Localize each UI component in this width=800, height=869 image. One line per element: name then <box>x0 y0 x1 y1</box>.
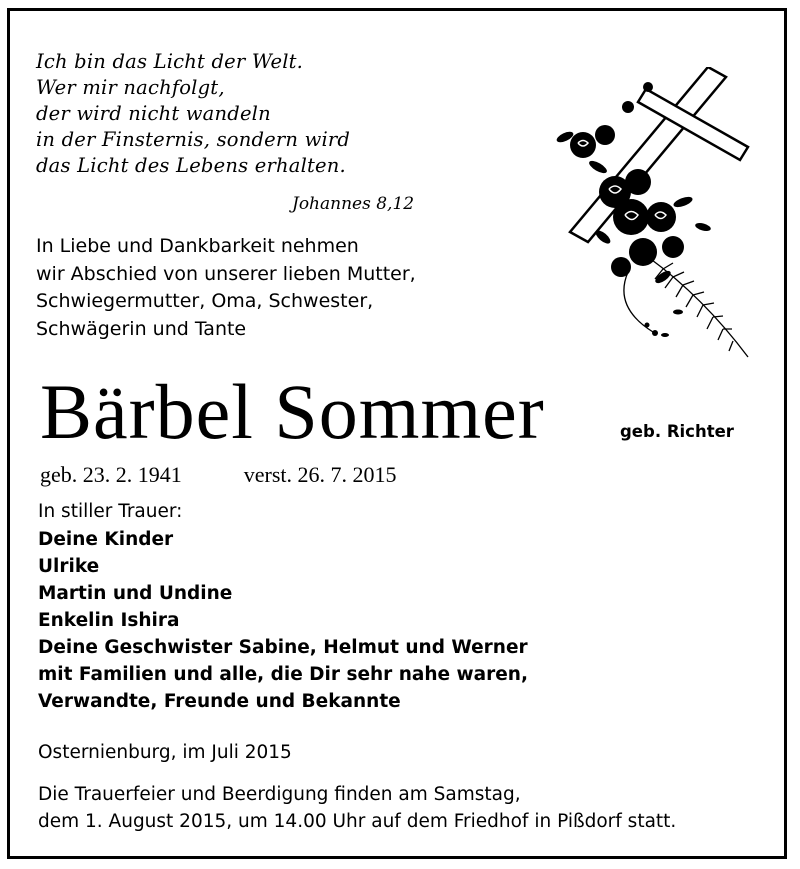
death-date: verst. 26. 7. 2015 <box>243 462 397 487</box>
life-dates <box>40 462 397 488</box>
mourner-line: Deine Kinder <box>38 529 174 550</box>
place-and-date: Osternienburg, im Juli 2015 <box>38 742 292 763</box>
mourner-line: Verwandte, Freunde und Bekannte <box>38 691 401 712</box>
mourner-line: Deine Geschwister Sabine, Helmut und Werner <box>38 637 528 658</box>
verse-reference: Johannes 8,12 <box>292 194 415 214</box>
bible-verse <box>36 49 350 179</box>
mourner-line: Ulrike <box>38 556 100 577</box>
deceased-name: Bärbel Sommer <box>40 368 545 455</box>
service-line: Die Trauerfeier und Beerdigung finden am Samstag, <box>38 784 521 805</box>
cross-with-roses-icon <box>543 67 758 367</box>
verse-line: das Licht des Lebens erhalten. <box>36 154 346 177</box>
mourner-line: Enkelin Ishira <box>38 610 180 631</box>
verse-line: Ich bin das Licht der Welt. <box>36 50 304 73</box>
verse-line: Wer mir nachfolgt, <box>36 76 225 99</box>
verse-line: in der Finsternis, sondern wird <box>36 128 351 151</box>
intro-line: In Liebe und Dankbarkeit nehmen <box>36 235 359 257</box>
funeral-service-info <box>38 781 676 835</box>
mourner-line: Martin und Undine <box>38 583 233 604</box>
mourners-list <box>38 526 528 715</box>
intro-line: wir Abschied von unserer lieben Mutter, <box>36 262 416 285</box>
mourner-line: mit Familien und alle, die Dir sehr nahe waren, <box>38 664 528 685</box>
intro-line: Schwägerin und Tante <box>36 317 247 340</box>
obituary-frame <box>7 8 787 859</box>
verse-line: der wird nicht wandeln <box>36 102 271 125</box>
maiden-name: geb. Richter <box>620 422 734 441</box>
intro-line: Schwiegermutter, Oma, Schwester, <box>36 290 374 312</box>
mourners-lead: In stiller Trauer: <box>38 501 183 522</box>
service-line: dem 1. August 2015, um 14.00 Uhr auf dem Friedhof in Pißdorf statt. <box>38 811 677 832</box>
birth-date: geb. 23. 2. 1941 <box>40 462 182 487</box>
farewell-intro <box>36 233 416 343</box>
